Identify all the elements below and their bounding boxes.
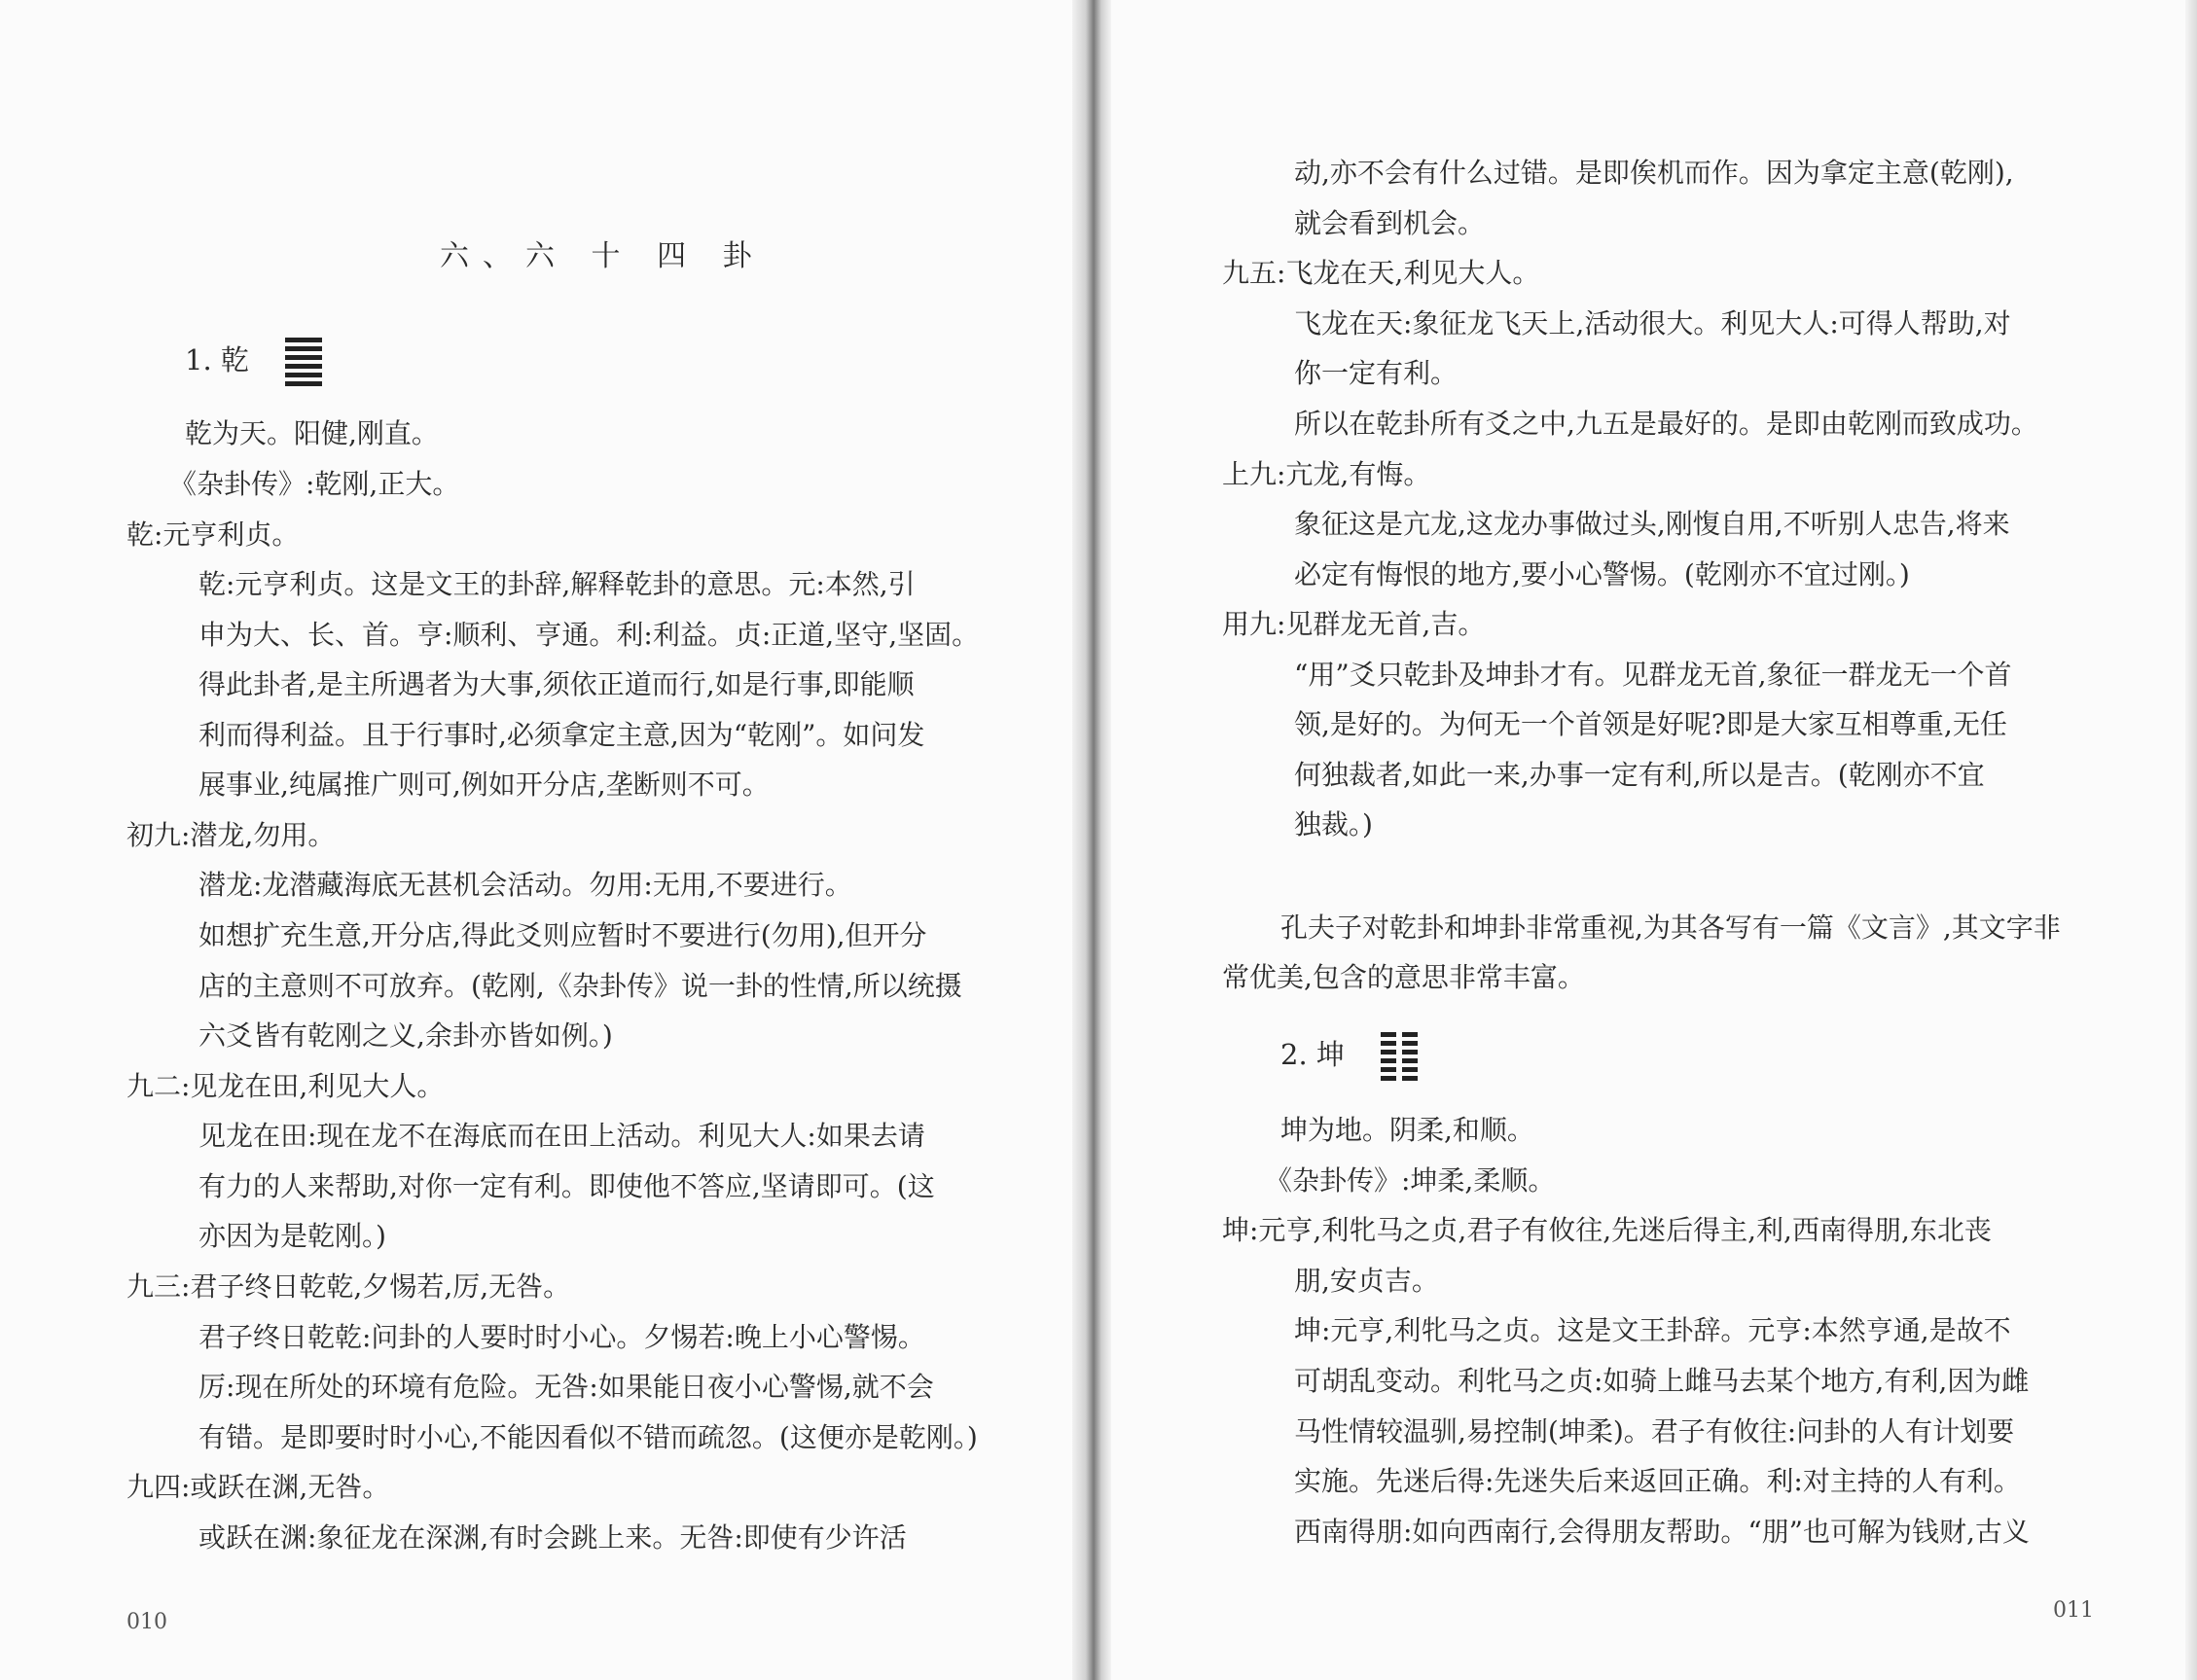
kun-hexagram-icon — [1381, 1032, 1418, 1081]
text-line: 用九:见群龙无首,吉。 — [1222, 608, 1486, 640]
text-line: 亦因为是乾刚。) — [198, 1220, 386, 1252]
text-line: 九二:见龙在田,利见大人。 — [126, 1070, 445, 1102]
text-line: 坤:元亨,利牝马之贞,君子有攸往,先迷后得主,利,西南得朋,东北丧 — [1222, 1214, 1992, 1246]
text-line: 朋,安贞吉。 — [1294, 1265, 1439, 1297]
text-line: 领,是好的。为何无一个首领是好呢?即是大家互相尊重,无任 — [1294, 708, 2007, 740]
text-line: 《杂卦传》:坤柔,柔顺。 — [1265, 1164, 1556, 1197]
text-line: 乾为天。阳健,刚直。 — [185, 417, 439, 449]
text-line: 可胡乱变动。利牝马之贞:如骑上雌马去某个地方,有利,因为雌 — [1294, 1365, 2030, 1397]
text-line: 潜龙:龙潜藏海底无甚机会活动。勿用:无用,不要进行。 — [198, 869, 852, 901]
heading-kun — [1280, 1029, 1418, 1081]
text-line: 马性情较温驯,易控制(坤柔)。君子有攸往:问卦的人有计划要 — [1294, 1415, 2015, 1448]
heading-name: 乾 — [220, 343, 249, 376]
text-line: 九三:君子终日乾乾,夕惕若,厉,无咎。 — [126, 1270, 571, 1303]
text-line: 独裁。) — [1294, 808, 1373, 840]
text-line: 九五:飞龙在天,利见大人。 — [1222, 257, 1540, 289]
text-line: 店的主意则不可放弃。(乾刚,《杂卦传》说一卦的性情,所以统摄 — [198, 970, 962, 1002]
text-line: 象征这是亢龙,这龙办事做过头,刚愎自用,不听别人忠告,将来 — [1294, 508, 2010, 540]
text-line: 初九:潜龙,勿用。 — [126, 819, 336, 851]
page-number-left: 010 — [126, 1610, 167, 1634]
text-line: 动,亦不会有什么过错。是即俟机而作。因为拿定主意(乾刚), — [1294, 157, 2014, 189]
text-line: 厉:现在所处的环境有危险。无咎:如果能日夜小心警惕,就不会 — [198, 1371, 934, 1403]
text-line: 《杂卦传》:乾刚,正大。 — [169, 468, 460, 500]
text-line: 君子终日乾乾:问卦的人要时时小心。夕惕若:晚上小心警惕。 — [198, 1321, 925, 1353]
heading-number: 1. — [185, 343, 212, 376]
page-edge — [2185, 0, 2197, 1680]
text-line: 六爻皆有乾刚之义,余卦亦皆如例。) — [198, 1019, 613, 1052]
text-line: 就会看到机会。 — [1294, 207, 1486, 239]
text-line: 乾:元亨利贞。 — [126, 518, 300, 551]
text-line: 西南得朋:如向西南行,会得朋友帮助。“朋”也可解为钱财,古义 — [1294, 1516, 2030, 1548]
page-number-right: 011 — [2053, 1598, 2094, 1623]
text-line: 何独裁者,如此一来,办事一定有利,所以是吉。(乾刚亦不宜 — [1294, 759, 1985, 791]
paragraph-line: 常优美,包含的意思非常丰富。 — [1222, 961, 1585, 993]
text-line: 坤:元亨,利牝马之贞。这是文王卦辞。元亨:本然亨通,是故不 — [1294, 1314, 2011, 1346]
text-line: 你一定有利。 — [1294, 357, 1459, 389]
text-line: 九四:或跃在渊,无咎。 — [126, 1471, 390, 1503]
qian-hexagram-icon — [285, 338, 322, 386]
text-line: 实施。先迷后得:先迷失后来返回正确。利:对主持的人有利。 — [1294, 1465, 2021, 1497]
section-title: 六、六 十 四 卦 — [440, 239, 766, 273]
text-line: 或跃在渊:象征龙在深渊,有时会跳上来。无咎:即使有少许活 — [198, 1521, 907, 1554]
text-line: 申为大、长、首。亨:顺利、亨通。利:利益。贞:正道,坚守,坚固。 — [198, 619, 980, 651]
text-line: “用”爻只乾卦及坤卦才有。见群龙无首,象征一群龙无一个首 — [1294, 659, 2012, 691]
text-line: 所以在乾卦所有爻之中,九五是最好的。是即由乾刚而致成功。 — [1294, 408, 2038, 440]
text-line: 得此卦者,是主所遇者为大事,须依正道而行,如是行事,即能顺 — [198, 668, 915, 700]
text-line: 乾:元亨利贞。这是文王的卦辞,解释乾卦的意思。元:本然,引 — [198, 568, 916, 600]
text-line: 有力的人来帮助,对你一定有利。即使他不答应,坚请即可。(这 — [198, 1170, 935, 1202]
text-line: 见龙在田:现在龙不在海底而在田上活动。利见大人:如果去请 — [198, 1120, 925, 1152]
text-line: 如想扩充生意,开分店,得此爻则应暂时不要进行(勿用),但开分 — [198, 919, 927, 951]
book-gutter — [1072, 0, 1111, 1680]
heading-name: 坤 — [1315, 1038, 1345, 1071]
text-line: 展事业,纯属推广则可,例如开分店,垄断则不可。 — [198, 769, 770, 801]
text-line: 利而得利益。且于行事时,必须拿定主意,因为“乾刚”。如问发 — [198, 719, 925, 751]
text-line: 必定有悔恨的地方,要小心警惕。(乾刚亦不宜过刚。) — [1294, 558, 1910, 590]
text-line: 有错。是即要时时小心,不能因看似不错而疏忽。(这便亦是乾刚。) — [198, 1421, 978, 1453]
paragraph-line: 孔夫子对乾卦和坤卦非常重视,为其各写有一篇《文言》,其文字非 — [1280, 911, 2061, 944]
heading-qian — [185, 335, 322, 386]
heading-number: 2. — [1280, 1038, 1308, 1071]
text-line: 飞龙在天:象征龙飞天上,活动很大。利见大人:可得人帮助,对 — [1294, 307, 2011, 340]
text-line: 坤为地。阴柔,和顺。 — [1280, 1114, 1534, 1146]
text-line: 上九:亢龙,有悔。 — [1222, 458, 1431, 490]
